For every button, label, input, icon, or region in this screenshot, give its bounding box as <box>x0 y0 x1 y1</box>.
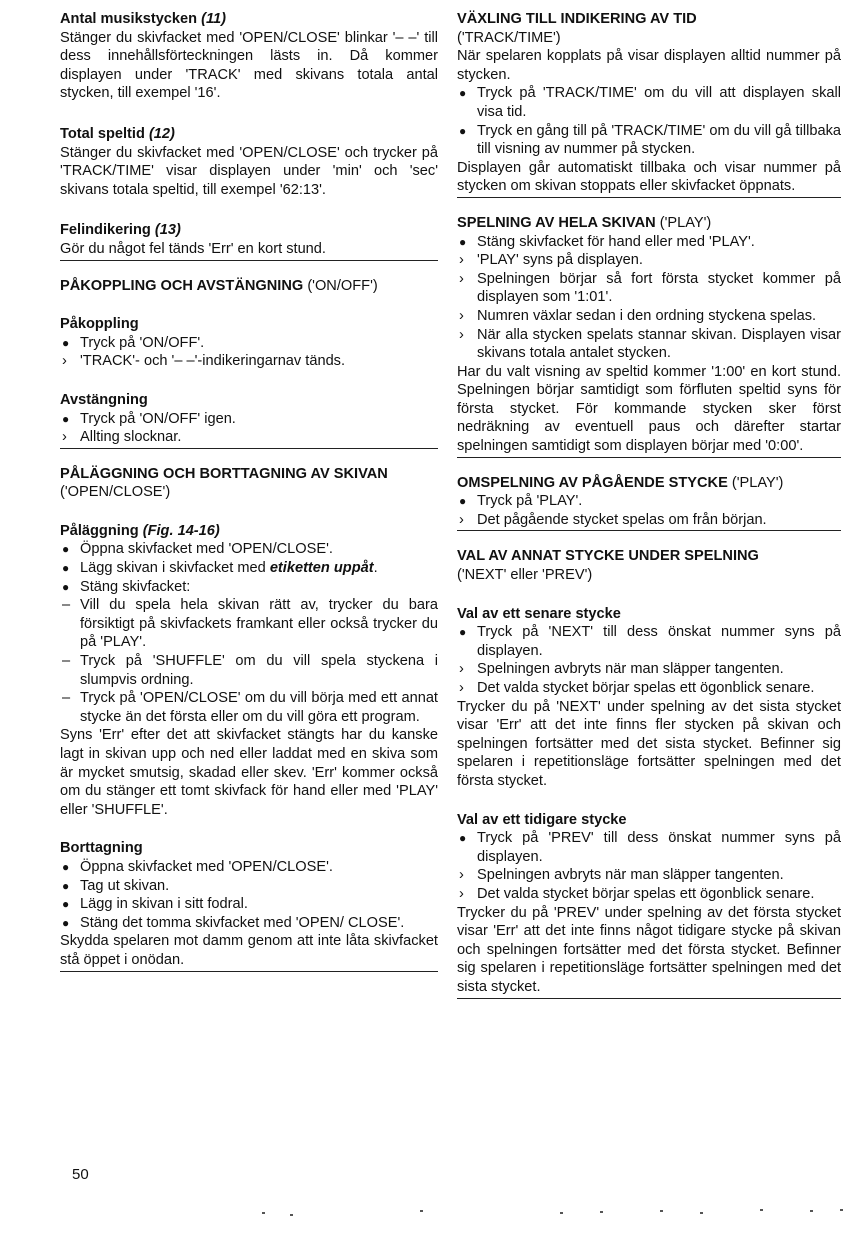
section-heading <box>60 221 438 240</box>
list-item: › När alla stycken spelats stannar skivan. Displayen visar skivans totala antalet stycken. <box>459 326 841 362</box>
figure-ref: (Fig. 14-16) <box>142 522 220 539</box>
result-arrow-icon: › <box>459 885 464 902</box>
instruction-list <box>457 492 841 529</box>
paragraph: Syns 'Err' efter det att skivfacket stängts har du kanske lagt in skivan upp och ned eller laddat med en skiva som är mycket smutsig, skadad eller skev. 'Err' kommer också om du stänger ett tomt skivfack för hand eller med 'PLAY' eller 'SHUFFLE'. <box>60 727 438 818</box>
list-item: ● Tryck på 'TRACK/TIME' om du vill att displayen skall visa tid. <box>459 85 841 120</box>
bullet-icon: ● <box>459 831 467 846</box>
list-item: ● Tag ut skivan. <box>62 877 170 894</box>
section-heading <box>60 277 438 296</box>
list-item: ● Stäng skivfacket för hand eller med 'PLAY'. <box>459 233 755 250</box>
paragraph: Skydda spelaren mot damm genom att inte låta skivfacket stå öppet i onödan. <box>60 933 438 968</box>
subheading: Påkoppling <box>60 316 139 333</box>
page-number: 50 <box>72 1166 89 1183</box>
bullet-icon: ● <box>62 542 70 557</box>
result-arrow-icon: › <box>459 270 464 287</box>
heading-suffix: ('NEXT' eller 'PREV') <box>457 567 593 584</box>
result-arrow-icon: › <box>62 429 67 446</box>
instruction-list <box>60 858 438 932</box>
section-vaxling <box>457 10 841 198</box>
instruction-list <box>60 334 438 371</box>
list-item: › Det valda stycket börjar spelas ett ögonblick senare. <box>459 680 815 696</box>
heading-text: OMSPELNING AV PÅGÅENDE STYCKE <box>457 474 728 491</box>
list-item: – Tryck på 'SHUFFLE' om du vill spela styckena i slumpvis ordning. <box>62 653 438 688</box>
heading-suffix: ('OPEN/CLOSE') <box>60 484 171 501</box>
list-item: › Det pågående stycket spelas om från början. <box>459 511 767 528</box>
result-arrow-icon: › <box>459 867 464 884</box>
list-item: ● Öppna skivfacket med 'OPEN/CLOSE'. <box>62 541 333 558</box>
subheading: Påläggning (Fig. 14-16) <box>60 522 220 539</box>
list-item: › Det valda stycket börjar spelas ett ögonblick senare. <box>459 885 815 902</box>
bullet-icon: ● <box>62 335 70 350</box>
heading-text: Total speltid <box>60 125 145 142</box>
section-heading: VAL AV ANNAT STYCKE UNDER SPELNING <box>457 548 759 565</box>
heading-suffix: ('PLAY') <box>731 474 784 491</box>
result-arrow-icon: › <box>459 661 464 678</box>
instruction-list <box>60 410 438 447</box>
paragraph: Trycker du på 'NEXT' under spelning av det sista stycket visar 'Err' att det inte finns fler stycken på skivan och spelningen fortsätter med det sista stycket. Befinner sig spelaren i repetitionsläge fortsätter spelningen med det första stycket. <box>457 698 841 789</box>
section-heading <box>457 474 841 493</box>
dash-icon: – <box>62 653 71 670</box>
section-antal-musikstycken <box>60 10 438 103</box>
bullet-icon: ● <box>459 123 467 138</box>
list-item: ● Tryck på 'PLAY'. <box>459 493 583 510</box>
list-item: ● Lägg skivan i skivfacket med etiketten uppåt. <box>62 560 378 577</box>
list-item: › Allting slocknar. <box>62 429 182 446</box>
list-item: ● Tryck en gång till på 'TRACK/TIME' om du vill gå tillbaka till visning av nummer på stycken. <box>459 122 841 158</box>
emphasis-text: etiketten uppåt <box>269 560 374 577</box>
list-item: › 'TRACK'- och '– –'-indikeringarnav tänds. <box>62 353 346 370</box>
section-omspelning <box>457 474 841 532</box>
list-item: ● Tryck på 'ON/OFF' igen. <box>62 410 236 427</box>
list-item: › Spelningen avbryts när man släpper tangenten. <box>459 867 784 884</box>
subheading: Val av ett tidigare stycke <box>457 811 627 828</box>
heading-text: Antal musikstycken <box>60 11 198 27</box>
subheading: Val av ett senare stycke <box>457 605 621 622</box>
figure-ref: (12) <box>148 125 175 142</box>
bullet-icon: ● <box>459 234 467 249</box>
left-column <box>60 10 438 972</box>
paragraph: Stänger du skivfacket med 'OPEN/CLOSE' blinkar '– –' till dess innehållsförteckningen lästs in. Då kommer displayen under 'TRACK' med skivans totala antal stycken, till exempel '16'. <box>60 29 438 102</box>
section-heading: VÄXLING TILL INDIKERING AV TID <box>457 11 697 27</box>
bullet-icon: ● <box>62 915 70 930</box>
list-item: ● Tryck på 'ON/OFF'. <box>62 334 205 351</box>
instruction-list <box>457 623 841 697</box>
section-spelning <box>457 214 841 458</box>
list-item: ● Stäng skivfacket: <box>62 578 191 595</box>
paragraph: Displayen går automatiskt tillbaka och visar nummer på stycken om skivan stoppats eller skivfacket öppnats. <box>457 159 841 195</box>
heading-text: SPELNING AV HELA SKIVAN <box>457 214 656 231</box>
list-item: › Spelningen avbryts när man släpper tangenten. <box>459 661 784 678</box>
heading-suffix: ('TRACK/TIME') <box>457 29 561 46</box>
bullet-icon: ● <box>459 86 467 101</box>
subheading: Borttagning <box>60 840 143 857</box>
bullet-icon: ● <box>62 897 70 912</box>
section-felindikering <box>60 221 438 260</box>
paragraph: Stänger du skivfacket med 'OPEN/CLOSE' och trycker på 'TRACK/TIME' visar displayen under 'min' och 'sec' skivans totala speltid, till exempel '62:13'. <box>60 144 438 198</box>
section-val-av-stycke <box>457 547 841 998</box>
bullet-icon: ● <box>62 411 70 426</box>
section-heading <box>457 214 841 233</box>
list-item: ● Tryck på 'PREV' till dess önskat nummer syns på displayen. <box>459 830 841 865</box>
right-column <box>457 10 841 999</box>
result-arrow-icon: › <box>459 307 464 324</box>
instruction-list <box>457 84 841 158</box>
bullet-icon: ● <box>62 859 70 874</box>
heading-text: PÅKOPPLING OCH AVSTÄNGNING <box>60 277 304 294</box>
list-item: › Numren växlar sedan i den ordning styckena spelas. <box>459 307 817 324</box>
paragraph: Gör du något fel tänds 'Err' en kort stund. <box>60 240 326 257</box>
heading-suffix: ('ON/OFF') <box>307 277 378 294</box>
instruction-list <box>457 233 841 363</box>
bullet-icon: ● <box>62 878 70 893</box>
instruction-list <box>60 540 438 726</box>
section-palaggning <box>60 465 438 972</box>
paragraph: Trycker du på 'PREV' under spelning av det första stycket visar 'Err' att det inte finns något tidigare stycke på skivan och spelningen fortsätter med det första stycket. Befinner sig spelaren i repetitionsläge fortsätter spelningen med det sista stycket. <box>457 904 841 995</box>
section-total-speltid <box>60 125 438 199</box>
list-item: ● Stäng det tomma skivfacket med 'OPEN/ CLOSE'. <box>62 914 405 931</box>
list-item: – Tryck på 'OPEN/CLOSE' om du vill börja med ett annat stycke än det första eller om du vill göra ett program. <box>62 690 438 725</box>
list-item: ● Öppna skivfacket med 'OPEN/CLOSE'. <box>62 858 333 875</box>
list-item: – Vill du spela hela skivan rätt av, trycker du bara försiktigt på skivfackets framkant eller också trycker du på 'PLAY'. <box>62 597 438 651</box>
heading-text: Felindikering <box>60 222 151 239</box>
instruction-list <box>457 829 841 903</box>
result-arrow-icon: › <box>459 252 464 269</box>
list-item: ● Tryck på 'NEXT' till dess önskat nummer syns på displayen. <box>459 624 841 659</box>
section-heading: PÅLÄGGNING OCH BORTTAGNING AV SKIVAN <box>60 465 388 482</box>
figure-ref: (13) <box>154 222 181 239</box>
result-arrow-icon: › <box>62 353 67 370</box>
result-arrow-icon: › <box>459 511 464 528</box>
bullet-icon: ● <box>459 625 467 640</box>
bullet-icon: ● <box>62 561 70 576</box>
bullet-icon: ● <box>459 494 467 509</box>
bullet-icon: ● <box>62 579 70 594</box>
result-arrow-icon: › <box>459 680 464 696</box>
paragraph: När spelaren kopplats på visar displayen alltid nummer på stycken. <box>457 48 841 83</box>
dash-icon: – <box>62 597 71 614</box>
list-item: › Spelningen börjar så fort första stycket kommer på displayen som '1:01'. <box>459 270 841 306</box>
paragraph: Har du valt visning av speltid kommer '1:00' en kort stund. Spelningen börjar samtidigt som förfluten speltid syns för första stycket. För kommande stycken sker först nedräkning av eventuell paus och därefter startar spelningen samtidigt som displayen börjar med '0:00'. <box>457 363 841 455</box>
subheading: Avstängning <box>60 391 148 408</box>
section-heading <box>60 10 438 29</box>
heading-suffix: ('PLAY') <box>659 214 712 231</box>
figure-ref: (11) <box>201 11 227 27</box>
list-item: › 'PLAY' syns på displayen. <box>459 252 643 269</box>
section-heading <box>60 125 438 144</box>
dash-icon: – <box>62 690 71 707</box>
list-item: ● Lägg in skivan i sitt fodral. <box>62 896 248 913</box>
result-arrow-icon: › <box>459 326 464 343</box>
section-pakoppling <box>60 277 438 449</box>
